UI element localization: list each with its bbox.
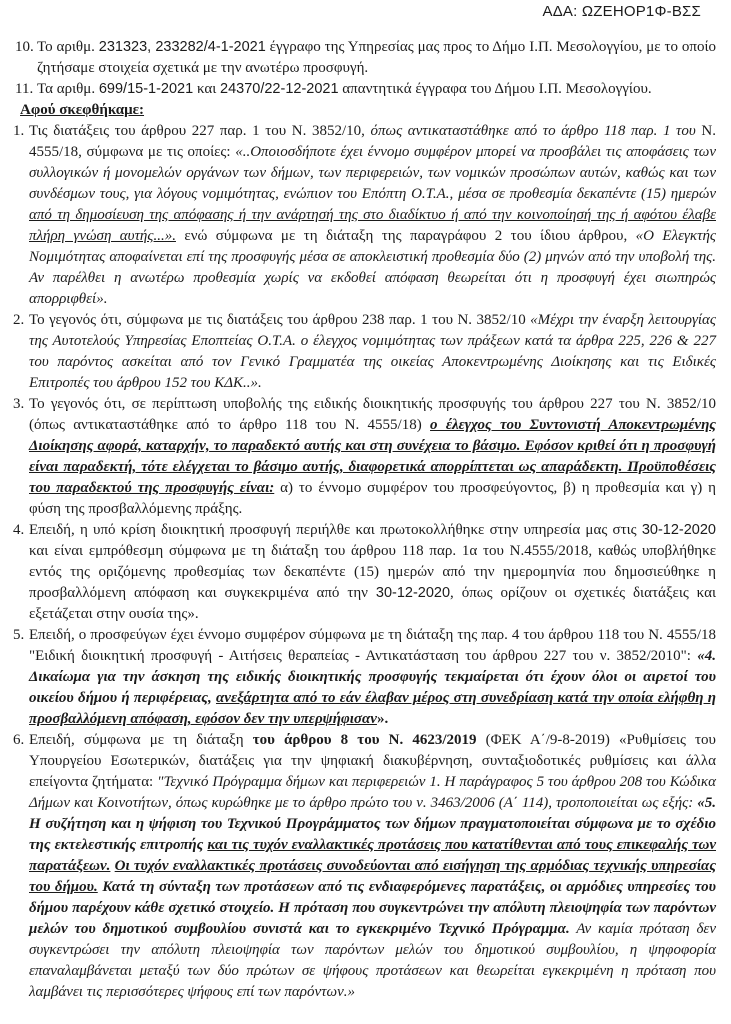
text-run: απαντητικά έγγραφα του Δήμου Ι.Π. Μεσολογγίου. [338,81,652,97]
consideration-list [14,121,716,1003]
list-item [14,79,716,100]
text-run: ενώ σύμφωνα με τη διάταξη της παραγράφου 2 του ίδιου άρθρου, [175,228,636,244]
text-run: Κατά τη σύνταξη των προτάσεων από τις ενδιαφερόμενες παρατάξεις, οι αρμόδιες υπηρεσίες του δήμου παρέχουν κάθε σχετικό στοιχείο. Η πρόταση που συγκεντρώνει την απόλυτη πλειοψηφία των παρόντων μελών του δημοτικού συμβουλίου συνιστά και το εγκεκριμένο Τεχνικό Πρόγραμμα. [29,879,716,937]
text-run: 231323, 233282/4-1-2021 [98,39,266,55]
text-run: «5. Η συζήτηση και η ψήφιση του Τεχνικού Προγράμματος των δήμων πραγματοποιείται σύμφωνα με το σχέδιο της εκτελεστικής επιτροπής [29,795,716,853]
text-run: Το αριθμ. [37,39,99,55]
list-item [14,310,716,394]
text-run: 30-12-2020 [641,522,716,538]
text-run: Ν. 4555/18, σύμφωνα με τις οποίες: [29,123,716,160]
item-text [37,39,716,76]
item-text [29,732,716,1000]
item-number: 11. [15,81,34,97]
item-text [29,312,716,391]
item-number: 5. [13,627,25,643]
text-run: και τις τυχόν εναλλακτικές προτάσεις που κατατίθενται από τους επικεφαλής των παρατάξεων. [29,837,716,874]
text-run: ». [376,711,389,727]
list-item [14,121,716,310]
list-item [14,37,716,79]
text-run: 24370/22-12-2021 [220,81,339,97]
text-run: Το γεγονός ότι, σύμφωνα με τις διατάξεις του άρθρου 238 παρ. 1 του Ν. 3852/10 [29,312,531,328]
text-run: «Ο Ελεγκτής Νομιμότητας αποφαίνεται επί της προσφυγής μέσα σε αποκλειστική προθεσμία δύο (2) μηνών από την υποβολή της. Αν παρέλθει η ανωτέρω προθεσμία χωρίς να εκδοθεί απόφαση θεωρείται ότι η προσφυγή έχει σιωπηρώς απορριφθεί». [29,228,716,307]
text-run: Οι τυχόν εναλλακτικές προτάσεις συνοδεύονται από εισήγηση της αρμόδιας τεχνικής υπηρεσίας του δήμου. [29,858,717,895]
item-number: 6. [13,732,25,748]
item-number: 2. [13,312,25,328]
text-run: Επειδή, σύμφωνα με τη διάταξη [29,732,253,748]
ada-code: ΑΔΑ: ΩΖΕΗΟΡ1Φ-ΒΣΣ [542,3,701,20]
item-text [29,522,716,622]
item-text [29,627,716,727]
item-text [37,81,652,97]
document-content [14,37,716,1003]
text-run: α) το έννομο συμφέρον του προσφεύγοντος, β) η προθεσμία και γ) η φύση της προσβαλλόμενης πράξης. [29,480,716,517]
text-run: και είναι εμπρόθεσμη σύμφωνα με τη διάταξη του άρθρου 118 παρ. 1α του Ν.4555/2018, καθώς υποβλήθηκε εντός της οριζόμενης προθεσμίας των δεκαπέντε (15) ημερών από την ημερομηνία που δημοσιεύθηκε η προσβαλλόμενη απόφαση και συγκεκριμένα από την [29,543,716,601]
item-number: 4. [13,522,25,538]
text-run: , όπως ορίζουν οι σχετικές διατάξεις και εξετάζεται στην ουσία της». [29,585,717,622]
text-run: Το γεγονός ότι, σε περίπτωση υποβολής της ειδικής διοικητικής προσφυγής του άρθρου 227 του Ν. 3852/10 (όπως αντικαταστάθηκε από το άρθρο 118 του Ν. 4555/18) [29,396,716,433]
text-run: Επειδή, ο προσφεύγων έχει έννομο συμφέρον σύμφωνα με τη διάταξη της παρ. 4 του άρθρου 118 του Ν. 4555/18 "Ειδική διοικητική προσφυγή - Αιτήσεις θεραπείας - Αντικατάσταση του άρθρου 227 του ν. 3852/2010": [29,627,716,664]
text-run: ανεξάρτητα από το εάν έλαβαν μέρος στη συνεδρίαση κατά την οποία ελήφθη η προσβαλλόμενη απόφαση, εφόσον δεν την υπερψήφισαν [29,690,717,727]
text-run: έγγραφο της Υπηρεσίας μας προς το Δήμο Ι.Π. Μεσολογγίου, με το οποίο ζητήσαμε στοιχεία σχετικά με την ανωτέρω προσφυγή. [37,39,716,76]
text-run: και [193,81,221,97]
deliberation-heading [14,100,716,121]
item-number: 10. [15,39,34,55]
text-run: όπως αντικαταστάθηκε από το άρθρο 118 παρ. 1 του [370,123,696,139]
text-run: ο έλεγχος του Συντονιστή Αποκεντρωμένης Διοίκησης αφορά, καταρχήν, το παραδεκτό αυτής και στη συνέχεια το βάσιμο. Εφόσον κριθεί ότι η προσφυγή είναι παραδεκτή, τότε ελέγχεται το βάσιμο αυτής, διαφορετικά απορρίπτεται ως απαράδεκτη. Προϋποθέσεις του παραδεκτού της προσφυγής είναι: [29,417,716,496]
list-item [14,520,716,625]
text-run: από τη δημοσίευση της απόφασης ή την ανάρτησή της στο διαδίκτυο ή από την κοινοποίησή της ή αφότου έλαβε πλήρη γνώση αυτής...». [29,207,716,244]
item-text [29,123,716,307]
text-run: Τις διατάξεις του άρθρου 227 παρ. 1 του Ν. 3852/10, [29,123,371,139]
list-item [14,394,716,520]
item-number: 1. [13,123,25,139]
text-run: (ΦΕΚ Α΄/9-8-2019) «Ρυθμίσεις του Υπουργείου Εσωτερικών, διατάξεις για την ψηφιακή διακυβέρνηση, συνταξιοδοτικές ρυθμίσεις και άλλα επείγοντα ζητήματα: [29,732,716,790]
text-run: «4. Δικαίωμα για την άσκηση της ειδικής διοικητικής προσφυγής τεκμαίρεται ότι έχουν όλοι οι αιρετοί του οικείου δήμου ή περιφέρειας, [29,648,716,706]
text-run: 30-12-2020 [375,585,451,601]
text-run: «..Οποιοσδήποτε έχει έννομο συμφέρον μπορεί να προσβάλει τις αποφάσεις των συλλογικών ή μονομελών οργάνων των δήμων, των περιφερειών, των νομικών προσώπων αυτών, καθώς και των συνδέσμων τους, για λόγους νομιμότητας, ενώπιον του Επόπτη Ο.Τ.Α., μέσα σε προθεσμία δεκαπέντε (15) ημερών [29,144,716,202]
text-run: Τα αριθμ. [37,81,99,97]
text-run: Αν καμία πρόταση δεν συγκεντρώσει την απόλυτη πλειοψηφία των παρόντων μελών του δημοτικού συμβουλίου, η ψηφοφορία επαναλαμβάνεται μεταξύ των δύο πρώτων σε ψήφους προτάσεων και θεωρείται εγκεκριμένη η πρόταση που λαμβάνει τις περισσότερες ψήφους επί των παρόντων.» [29,921,716,1000]
text-run: «Μέχρι την έναρξη λειτουργίας της Αυτοτελούς Υπηρεσίας Εποπτείας Ο.Τ.Α. ο έλεγχος νομιμότητας των πράξεων κατά τα άρθρα 225, 226 & 227 του παρόντος ασκείται από τον Γενικό Γραμματέα της οικείας Αποκεντρωμένης Διοίκησης και τις Ειδικές Επιτροπές του άρθρου 152 του ΚΔΚ..». [29,312,716,391]
item-text [29,396,716,517]
text-run: του άρθρου 8 του Ν. 4623/2019 [252,732,477,748]
reference-list [14,37,716,100]
text-run: "Τεχνικό Πρόγραμμα δήμων και περιφερειών 1. Η παράγραφος 5 του άρθρου 208 του Κώδικα Δήμων και Κοινοτήτων, όπως κυρώθηκε με το άρθρο πρώτο του ν. 3463/2006 (Α΄ 114), τροποποιείται ως εξής: [29,774,716,811]
text-run: Επειδή, η υπό κρίση διοικητική προσφυγή περιήλθε και πρωτοκολλήθηκε στην υπηρεσία μας στις [29,522,642,538]
item-number: 3. [13,396,25,412]
list-item [14,730,716,1003]
text-run: 699/15-1-2021 [98,81,194,97]
list-item [14,625,716,730]
deliberation-heading-text: Αφού σκεφθήκαμε: [20,102,145,118]
